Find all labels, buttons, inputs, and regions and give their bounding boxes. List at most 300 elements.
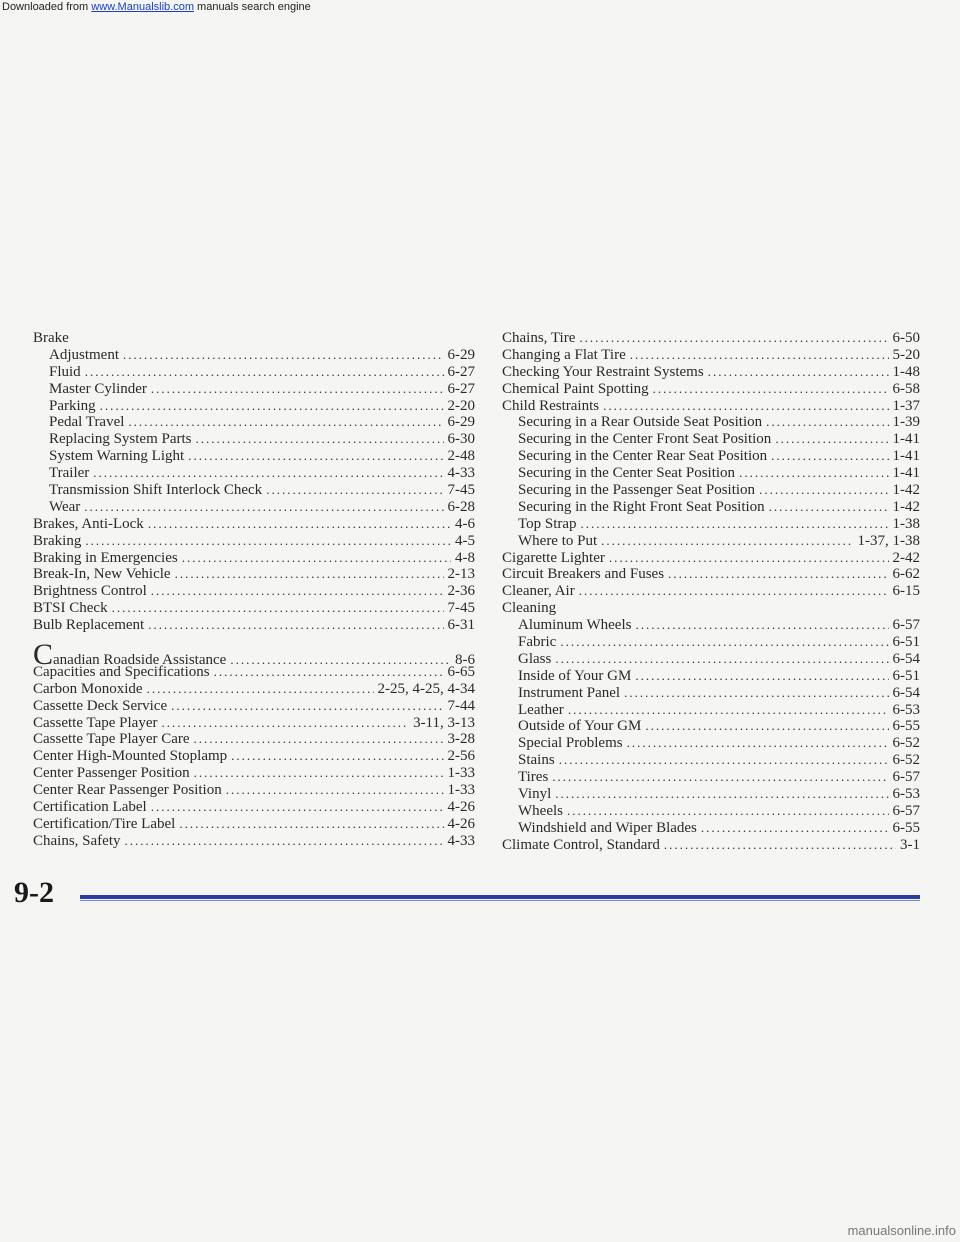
entry-term bbox=[33, 600, 108, 617]
entry-term bbox=[33, 617, 144, 634]
dot-leader bbox=[603, 398, 888, 415]
index-entry bbox=[33, 782, 475, 799]
entry-page-ref: 3-28 bbox=[447, 731, 475, 748]
index-subentry bbox=[33, 431, 475, 448]
dot-leader bbox=[739, 465, 888, 482]
entry-page-ref: 2-13 bbox=[447, 566, 475, 583]
dot-leader bbox=[635, 617, 888, 634]
index-entry bbox=[33, 617, 475, 634]
dot-leader bbox=[179, 816, 443, 833]
watermark: manualsonline.info bbox=[847, 1223, 956, 1238]
entry-page-ref: 1-41 bbox=[892, 448, 920, 465]
entry-page-ref: 6-15 bbox=[892, 583, 920, 600]
entry-term-text: Fabric bbox=[518, 634, 557, 651]
entry-page-ref: 2-25, 4-25, 4-34 bbox=[377, 680, 475, 697]
entry-term-text: Securing in a Rear Outside Seat Position bbox=[518, 414, 763, 431]
entry-term bbox=[33, 731, 190, 748]
entry-term bbox=[49, 465, 89, 482]
dot-leader bbox=[226, 782, 444, 799]
banner-prefix: Downloaded from bbox=[2, 1, 92, 13]
dot-leader bbox=[555, 786, 888, 803]
entry-page-ref: 4-33 bbox=[447, 832, 475, 849]
dot-leader bbox=[609, 550, 889, 567]
dot-leader bbox=[766, 414, 888, 431]
index-entry bbox=[33, 698, 475, 715]
index-entry bbox=[502, 381, 920, 398]
entry-page-ref: 6-28 bbox=[447, 498, 475, 515]
index-entry bbox=[502, 550, 920, 567]
dot-leader bbox=[188, 448, 443, 465]
dot-leader bbox=[708, 364, 889, 381]
entry-term bbox=[518, 533, 597, 550]
entry-term bbox=[518, 482, 755, 499]
index-subentry bbox=[502, 533, 920, 550]
dot-leader bbox=[151, 583, 444, 600]
entry-term-text: Adjustment bbox=[49, 346, 119, 363]
index-entry bbox=[502, 600, 920, 617]
dot-leader bbox=[559, 752, 889, 769]
dot-leader bbox=[214, 664, 444, 681]
entry-term-text: Securing in the Right Front Seat Position bbox=[518, 498, 765, 515]
entry-term bbox=[502, 550, 605, 567]
dot-leader bbox=[231, 748, 443, 765]
entry-page-ref: 1-33 bbox=[447, 782, 475, 799]
entry-term-text: Chains, Safety bbox=[33, 832, 121, 849]
entry-term-text: Transmission Shift Interlock Check bbox=[49, 482, 263, 499]
entry-term-text: Center High-Mounted Stoplamp bbox=[33, 748, 228, 765]
entry-term bbox=[33, 533, 81, 550]
index-entry bbox=[33, 731, 475, 748]
entry-page-ref: 7-44 bbox=[447, 697, 475, 714]
dot-leader bbox=[93, 465, 443, 482]
entry-page-ref: 7-45 bbox=[447, 482, 475, 499]
entry-term bbox=[33, 765, 190, 782]
entry-term-text: Cassette Deck Service bbox=[33, 697, 168, 714]
dot-leader bbox=[601, 533, 853, 550]
drop-cap-letter: C bbox=[33, 638, 54, 672]
entry-page-ref: 6-52 bbox=[892, 752, 920, 769]
entry-term bbox=[518, 685, 620, 702]
index-entry bbox=[33, 533, 475, 550]
entry-term bbox=[518, 465, 735, 482]
entry-page-ref: 4-6 bbox=[455, 515, 475, 532]
dot-leader bbox=[148, 617, 443, 634]
entry-term-text: Cigarette Lighter bbox=[502, 549, 605, 566]
dot-leader bbox=[85, 364, 444, 381]
entry-term-text: Glass bbox=[518, 650, 552, 667]
entry-term-text: Child Restraints bbox=[502, 397, 600, 414]
entry-page-ref: 1-37, 1-38 bbox=[857, 532, 920, 549]
entry-term-text: Securing in the Center Rear Seat Position bbox=[518, 448, 768, 465]
dot-leader bbox=[148, 516, 451, 533]
dot-leader bbox=[147, 681, 374, 698]
index-column-right bbox=[502, 330, 920, 854]
index-subentry bbox=[33, 381, 475, 398]
entry-term-text: Master Cylinder bbox=[49, 380, 147, 397]
entry-term-text: Top Strap bbox=[518, 515, 577, 532]
dot-leader bbox=[579, 330, 888, 347]
index-entry bbox=[33, 765, 475, 782]
entry-page-ref: 6-29 bbox=[447, 346, 475, 363]
entry-page-ref: 6-65 bbox=[447, 663, 475, 680]
entry-term bbox=[502, 330, 575, 347]
entry-term-text: Carbon Monoxide bbox=[33, 680, 143, 697]
entry-term bbox=[518, 516, 577, 533]
index-subentry bbox=[502, 414, 920, 431]
entry-page-ref: 6-57 bbox=[892, 769, 920, 786]
entry-term-text: Changing a Flat Tire bbox=[502, 346, 626, 363]
dot-leader bbox=[125, 833, 444, 850]
entry-page-ref: 6-51 bbox=[892, 667, 920, 684]
entry-term-text: System Warning Light bbox=[49, 448, 185, 465]
index-entry bbox=[33, 816, 475, 833]
entry-term-text: Parking bbox=[49, 397, 96, 414]
index-group-c bbox=[33, 638, 475, 850]
entry-term bbox=[33, 566, 171, 583]
entry-term-text: Wheels bbox=[518, 802, 563, 819]
index-subentry bbox=[502, 668, 920, 685]
index-entry bbox=[33, 833, 475, 850]
entry-term bbox=[49, 448, 184, 465]
dot-leader bbox=[624, 685, 888, 702]
entry-term bbox=[502, 398, 599, 415]
entry-page-ref: 6-51 bbox=[892, 634, 920, 651]
index-subentry bbox=[502, 803, 920, 820]
entry-page-ref: 6-52 bbox=[892, 735, 920, 752]
dot-leader bbox=[653, 381, 889, 398]
index-subentry bbox=[33, 499, 475, 516]
entry-term bbox=[518, 718, 641, 735]
entry-page-ref: 6-27 bbox=[447, 363, 475, 380]
entry-term-text: Tires bbox=[518, 769, 549, 786]
dot-leader bbox=[581, 516, 889, 533]
dot-leader bbox=[567, 803, 889, 820]
entry-term bbox=[49, 364, 81, 381]
entry-term bbox=[518, 448, 767, 465]
entry-term bbox=[49, 347, 119, 364]
entry-term-text: Securing in the Passenger Seat Position bbox=[518, 482, 756, 499]
index-subentry bbox=[502, 617, 920, 634]
index-subentry bbox=[502, 448, 920, 465]
entry-term-text: Special Problems bbox=[518, 735, 623, 752]
index-group-b bbox=[33, 330, 475, 634]
index-entry bbox=[502, 398, 920, 415]
entry-term-text: Certification/Tire Label bbox=[33, 815, 176, 832]
entry-page-ref: 1-41 bbox=[892, 465, 920, 482]
entry-page-ref: 4-5 bbox=[455, 532, 475, 549]
entry-term-text: Windshield and Wiper Blades bbox=[518, 819, 697, 836]
entry-page-ref: 6-55 bbox=[892, 819, 920, 836]
entry-page-ref: 6-29 bbox=[447, 414, 475, 431]
index-entry bbox=[502, 330, 920, 347]
entry-term bbox=[49, 398, 96, 415]
entry-term-text: Chemical Paint Spotting bbox=[502, 380, 649, 397]
entry-term-text: Securing in the Center Seat Position bbox=[518, 465, 736, 482]
dot-leader bbox=[128, 414, 443, 431]
entry-term-text: Vinyl bbox=[518, 786, 552, 803]
index-subentry bbox=[502, 702, 920, 719]
entry-term bbox=[33, 664, 210, 681]
entry-term-text: Where to Put bbox=[518, 532, 598, 549]
entry-page-ref: 4-26 bbox=[447, 815, 475, 832]
dot-leader bbox=[627, 735, 889, 752]
entry-term bbox=[33, 833, 121, 850]
index-subentry bbox=[502, 651, 920, 668]
footer-rule-thin bbox=[80, 900, 920, 901]
index-entry bbox=[502, 364, 920, 381]
entry-term-text: Pedal Travel bbox=[49, 414, 125, 431]
entry-term bbox=[502, 837, 660, 854]
entry-page-ref: 2-42 bbox=[892, 549, 920, 566]
index-subentry bbox=[502, 752, 920, 769]
entry-term bbox=[33, 748, 227, 765]
entry-term-text: Leather bbox=[518, 701, 564, 718]
dot-leader bbox=[100, 398, 444, 415]
entry-term-text: Checking Your Restraint Systems bbox=[502, 363, 704, 380]
index-subentry bbox=[33, 482, 475, 499]
entry-term-text: Climate Control, Standard bbox=[502, 836, 660, 853]
dot-leader bbox=[182, 550, 451, 567]
entry-term-text: Trailer bbox=[49, 465, 90, 482]
entry-page-ref: 1-33 bbox=[447, 765, 475, 782]
index-subentry bbox=[502, 465, 920, 482]
entry-page-ref: 3-1 bbox=[900, 836, 920, 853]
entry-term-text: anadian Roadside Assistance bbox=[53, 652, 227, 669]
index-entry bbox=[33, 330, 475, 347]
entry-term-text: Center Passenger Position bbox=[33, 765, 190, 782]
index-subentry bbox=[33, 465, 475, 482]
index-entry bbox=[33, 516, 475, 533]
entry-page-ref: 2-56 bbox=[447, 748, 475, 765]
dot-leader bbox=[775, 431, 888, 448]
entry-term bbox=[518, 431, 771, 448]
index-entry bbox=[33, 600, 475, 617]
entry-page-ref: 4-8 bbox=[455, 549, 475, 566]
entry-term-text: Cleaning bbox=[502, 600, 557, 617]
entry-term bbox=[49, 414, 124, 431]
entry-page-ref: 6-54 bbox=[892, 684, 920, 701]
entry-page-ref: 1-41 bbox=[892, 431, 920, 448]
entry-term-text: Brightness Control bbox=[33, 583, 147, 600]
entry-page-ref: 5-20 bbox=[892, 346, 920, 363]
entry-term-text: BTSI Check bbox=[33, 600, 108, 617]
index-subentry bbox=[502, 499, 920, 516]
entry-term-text: Instrument Panel bbox=[518, 684, 621, 701]
index-subentry bbox=[502, 634, 920, 651]
index-entry bbox=[33, 550, 475, 567]
entry-term-text: Brake bbox=[33, 330, 69, 346]
entry-page-ref: 1-42 bbox=[892, 498, 920, 515]
dot-leader bbox=[85, 533, 451, 550]
entry-term-text: Securing in the Center Front Seat Position bbox=[518, 431, 772, 448]
entry-term bbox=[33, 816, 175, 833]
entry-term bbox=[518, 735, 623, 752]
index-subentry bbox=[502, 482, 920, 499]
entry-term bbox=[502, 347, 626, 364]
entry-term-text: Center Rear Passenger Position bbox=[33, 782, 222, 799]
index-entry bbox=[502, 583, 920, 600]
entry-page-ref: 2-48 bbox=[447, 448, 475, 465]
group-spacer bbox=[33, 634, 475, 647]
entry-page-ref: 6-57 bbox=[892, 802, 920, 819]
entry-term bbox=[502, 364, 704, 381]
dot-leader bbox=[630, 347, 889, 364]
index-subentry bbox=[33, 414, 475, 431]
entry-page-ref: 8-6 bbox=[455, 652, 475, 669]
dot-leader bbox=[579, 583, 889, 600]
index-subentry bbox=[502, 769, 920, 786]
entry-term-text: Braking bbox=[33, 532, 82, 549]
index-entry bbox=[33, 748, 475, 765]
entry-term bbox=[518, 702, 564, 719]
index-subentry bbox=[502, 685, 920, 702]
entry-page-ref: 6-27 bbox=[447, 380, 475, 397]
index-subentry bbox=[502, 820, 920, 837]
entry-term bbox=[49, 381, 147, 398]
entry-term bbox=[33, 516, 144, 533]
dot-leader bbox=[84, 499, 443, 516]
dot-leader bbox=[161, 715, 409, 732]
entry-page-ref: 1-42 bbox=[892, 482, 920, 499]
entry-term bbox=[502, 566, 664, 583]
entry-term-text: Chains, Tire bbox=[502, 330, 576, 346]
dot-leader bbox=[151, 799, 444, 816]
entry-term bbox=[518, 634, 556, 651]
entry-term-text: Break-In, New Vehicle bbox=[33, 566, 171, 583]
entry-page-ref: 1-38 bbox=[892, 515, 920, 532]
dot-leader bbox=[123, 347, 444, 364]
index-subentry bbox=[33, 398, 475, 415]
dot-leader bbox=[555, 651, 888, 668]
entry-page-ref: 4-26 bbox=[447, 799, 475, 816]
entry-term bbox=[518, 499, 765, 516]
entry-term bbox=[49, 499, 80, 516]
entry-term bbox=[33, 583, 147, 600]
index-subentry bbox=[502, 718, 920, 735]
entry-term-text: Certification Label bbox=[33, 799, 147, 816]
dot-leader bbox=[266, 482, 443, 499]
entry-term-text: Outside of Your GM bbox=[518, 718, 642, 735]
entry-page-ref: 6-55 bbox=[892, 718, 920, 735]
entry-term bbox=[518, 651, 551, 668]
dot-leader bbox=[552, 769, 888, 786]
entry-page-ref: 6-62 bbox=[892, 566, 920, 583]
entry-term bbox=[518, 786, 551, 803]
index-entry bbox=[33, 799, 475, 816]
entry-term-text: Cleaner, Air bbox=[502, 583, 575, 600]
entry-term bbox=[33, 799, 147, 816]
index-subentry bbox=[502, 431, 920, 448]
entry-term-text: Brakes, Anti-Lock bbox=[33, 515, 144, 532]
dot-leader bbox=[196, 431, 444, 448]
entry-page-ref: 1-39 bbox=[892, 414, 920, 431]
entry-page-ref: 2-20 bbox=[447, 397, 475, 414]
index-subentry bbox=[33, 364, 475, 381]
entry-term-text: Fluid bbox=[49, 363, 81, 380]
index-entry bbox=[33, 583, 475, 600]
entry-page-ref: 3-11, 3-13 bbox=[413, 714, 475, 731]
entry-term bbox=[502, 600, 556, 617]
entry-term bbox=[33, 715, 157, 732]
entry-page-ref: 6-30 bbox=[447, 431, 475, 448]
entry-term bbox=[33, 681, 143, 698]
entry-term-text: Stains bbox=[518, 752, 555, 769]
entry-term bbox=[502, 583, 575, 600]
entry-term bbox=[33, 550, 178, 567]
entry-term-text: Cassette Tape Player bbox=[33, 714, 158, 731]
entry-term-text: Bulb Replacement bbox=[33, 617, 145, 634]
dot-leader bbox=[771, 448, 888, 465]
entry-term-text: Aluminum Wheels bbox=[518, 617, 632, 634]
dot-leader bbox=[759, 482, 888, 499]
entry-page-ref: 6-54 bbox=[892, 650, 920, 667]
entry-term-text: Cassette Tape Player Care bbox=[33, 731, 190, 748]
index-subentry bbox=[502, 516, 920, 533]
index-entry bbox=[33, 566, 475, 583]
dot-leader bbox=[668, 566, 888, 583]
entry-term bbox=[518, 668, 631, 685]
dot-leader bbox=[171, 698, 443, 715]
entry-page-ref: 6-53 bbox=[892, 786, 920, 803]
manualslib-link[interactable]: www.Manualslib.com bbox=[91, 1, 194, 13]
entry-term bbox=[518, 414, 762, 431]
entry-term-text: Replacing System Parts bbox=[49, 431, 192, 448]
page-number: 9-2 bbox=[14, 876, 54, 909]
entry-page-ref: 6-58 bbox=[892, 380, 920, 397]
entry-page-ref: 6-31 bbox=[447, 617, 475, 634]
dot-leader bbox=[645, 718, 888, 735]
dot-leader bbox=[769, 499, 889, 516]
entry-term bbox=[518, 820, 697, 837]
dot-leader bbox=[568, 702, 889, 719]
dot-leader bbox=[194, 765, 444, 782]
entry-term bbox=[49, 431, 192, 448]
entry-page-ref: 6-53 bbox=[892, 701, 920, 718]
footer-rule bbox=[80, 895, 920, 899]
entry-page-ref: 4-33 bbox=[447, 465, 475, 482]
entry-page-ref: 1-37 bbox=[892, 397, 920, 414]
entry-term bbox=[518, 617, 631, 634]
entry-page-ref: 1-48 bbox=[892, 363, 920, 380]
entry-term bbox=[49, 482, 262, 499]
entry-term bbox=[518, 752, 555, 769]
index-entry bbox=[502, 347, 920, 364]
dot-leader bbox=[635, 668, 888, 685]
dot-leader bbox=[664, 837, 896, 854]
entry-term bbox=[518, 803, 563, 820]
dot-leader bbox=[560, 634, 888, 651]
entry-term bbox=[33, 330, 69, 347]
entry-term-text: Capacities and Specifications bbox=[33, 663, 210, 680]
index-entry bbox=[33, 664, 475, 681]
index-subentry bbox=[502, 786, 920, 803]
index-group-c-continued bbox=[502, 330, 920, 854]
entry-term-text: Wear bbox=[49, 498, 81, 515]
index-entry bbox=[502, 837, 920, 854]
entry-term-text: Inside of Your GM bbox=[518, 667, 632, 684]
banner-suffix: manuals search engine bbox=[193, 1, 311, 13]
entry-term-text: Circuit Breakers and Fuses bbox=[502, 566, 665, 583]
index-entry bbox=[33, 681, 475, 698]
entry-term-text: Braking in Emergencies bbox=[33, 549, 178, 566]
index-column-left bbox=[33, 330, 475, 850]
entry-page-ref: 7-45 bbox=[447, 600, 475, 617]
index-entry bbox=[33, 715, 475, 732]
entry-term bbox=[502, 381, 649, 398]
index-entry bbox=[502, 566, 920, 583]
entry-term bbox=[33, 698, 167, 715]
dot-leader bbox=[175, 566, 444, 583]
